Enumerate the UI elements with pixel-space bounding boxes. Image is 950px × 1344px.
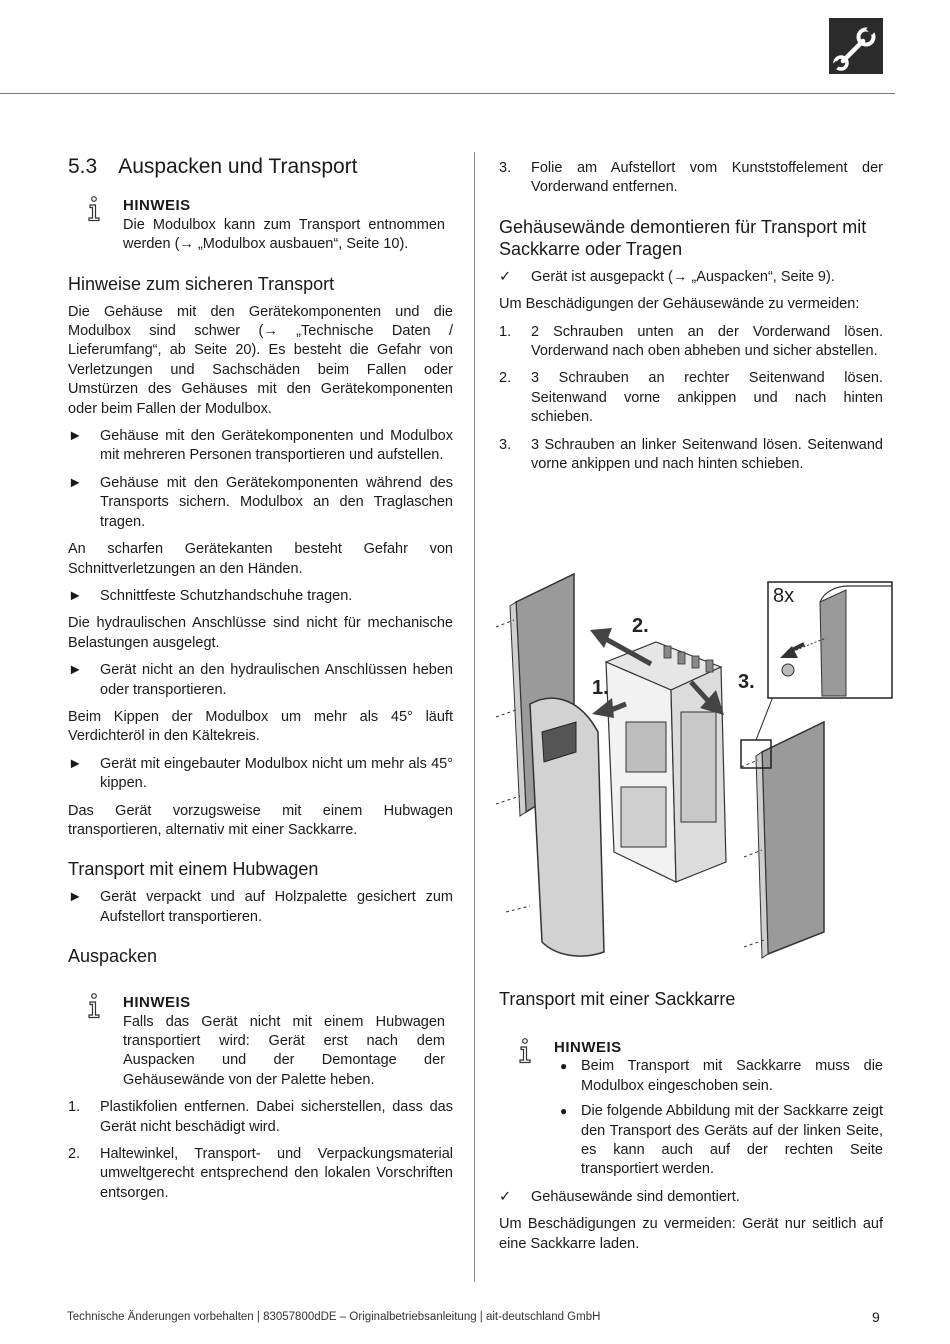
paragraph: Die hydraulischen Anschlüsse sind nicht für mechanische Belastungen ausgelegt. — [68, 615, 453, 651]
note-text: Falls das Gerät nicht mit einem Hubwagen transportiert wird: Gerät erst nach dem Auspacken und der Demontage der Gehäusewände von der Palette heben. — [123, 1013, 445, 1088]
modulbox — [621, 787, 666, 847]
bullet-item: ► Gehäuse mit den Gerätekomponenten und Modulbox mit mehreren Personen transportieren und aufstellen. — [68, 428, 453, 464]
label-step-1: 1. — [592, 677, 609, 699]
paragraph: Die Gehäuse mit den Gerätekomponenten und die Modulbox sind schwer (→ „Technische Daten / Lieferumfang“, ab Seite 20). Es besteht die Gefahr von Verletzungen und Sachschäden beim Fallen oder Umstürzen des Gehäuses mit den Gerätekomponenten oder beim Fallen der Modulbox. — [68, 303, 453, 417]
step-item: 3. Folie am Aufstellort vom Kunststoffelement der Vorderwand entfernen. — [499, 160, 883, 196]
label-8x: 8x — [773, 585, 795, 607]
dot-bullet-item: ● Die folgende Abbildung mit der Sackkarre zeigt den Transport des Geräts auf der linken Seite, es kann auch auf der rechten Seite transportiert werden. — [560, 1103, 883, 1178]
triangle-bullet-icon: ► — [68, 755, 83, 772]
paragraph: Um Beschädigungen zu vermeiden: Gerät nur seitlich auf eine Sackkarre laden. — [499, 1216, 883, 1252]
note-text: Die Modulbox kann zum Transport entnommen werden (→ „Modulbox ausbauen“, Seite 10). — [123, 216, 445, 253]
triangle-bullet-icon: ► — [68, 474, 83, 491]
right-column-top — [499, 159, 883, 474]
paragraph: An scharfen Gerätekanten besteht Gefahr von Schnittverletzungen an den Händen. — [68, 541, 453, 577]
check-icon: ✓ — [499, 1188, 512, 1205]
paragraph: Das Gerät vorzugsweise mit einem Hubwagen transportieren, alternativ mit einer Sackkarre. — [68, 802, 453, 838]
left-column — [68, 157, 453, 1203]
bullet-item: ► Schnittfeste Schutzhandschuhe tragen. — [68, 587, 453, 606]
triangle-bullet-icon: ► — [68, 889, 83, 906]
check-icon: ✓ — [499, 268, 512, 285]
info-icon — [86, 196, 102, 222]
info-icon — [517, 1038, 533, 1064]
subsection-title: Transport mit einem Hubwagen — [68, 859, 319, 880]
page-number: 9 — [872, 1309, 880, 1325]
dot-bullet-item: ● Beim Transport mit Sackkarre muss die Modulbox eingeschoben sein. — [560, 1058, 883, 1094]
note-title: HINWEIS — [123, 197, 191, 215]
subsection-title: Gehäusewände demontieren für Transport mit Sackkarre oder Tragen — [499, 216, 867, 259]
note-unpack — [68, 993, 445, 1090]
disassembly-illustration — [486, 572, 894, 974]
check-item: ✓ Gerät ist ausgepackt (→ „Auspacken“, Seite 9). — [499, 268, 883, 287]
unit-component — [681, 712, 716, 822]
step-item: 1. 2 Schrauben unten an der Vorderwand lösen. Vorderwand nach oben abheben und sicher abstellen. — [499, 323, 883, 360]
step-item: 2. Haltewinkel, Transport- und Verpackungsmaterial umweltgerecht entsprechend den lokalen Vorschriften entsorgen. — [68, 1146, 453, 1201]
step-item: 1. Plastikfolien entfernen. Dabei sicherstellen, dass das Gerät nicht beschädigt wird. — [68, 1099, 453, 1135]
step-item: 3. 3 Schrauben an linker Seitenwand lösen. Seitenwand vorne ankippen und nach hinten schieben. — [499, 436, 883, 473]
note-sackkarre — [499, 1038, 883, 1180]
triangle-bullet-icon: ► — [68, 428, 83, 445]
info-icon — [86, 993, 102, 1019]
section-title: 5.3 Auspacken und Transport — [68, 155, 358, 178]
note-modulbox — [68, 196, 445, 254]
triangle-bullet-icon: ► — [68, 662, 83, 679]
unit-component — [626, 722, 666, 772]
column-divider — [474, 152, 475, 1282]
triangle-bullet-icon: ► — [68, 587, 83, 604]
dot-bullet-icon: ● — [560, 1059, 568, 1074]
step-item: 2. 3 Schrauben an rechter Seitenwand lösen. Seitenwand vorne ankippen und nach hinten schieben. — [499, 370, 883, 426]
subsection-title: Auspacken — [68, 946, 158, 967]
dot-bullet-icon: ● — [560, 1104, 568, 1119]
label-step-3: 3. — [738, 671, 755, 693]
right-column-bottom — [499, 988, 883, 1254]
bullet-item: ► Gehäuse mit den Gerätekomponenten während des Transports sichern. Modulbox an den Traglaschen tragen. — [68, 474, 453, 530]
footer-text: Technische Änderungen vorbehalten | 83057800dDE – Originalbetriebsanleitung | ait-deutschland GmbH — [67, 1311, 601, 1323]
wrench-icon — [829, 18, 883, 74]
bullet-item: ► Gerät nicht an den hydraulischen Anschlüssen heben oder transportieren. — [68, 662, 453, 698]
label-step-2: 2. — [632, 615, 649, 637]
subsection-title: Transport mit einer Sackkarre — [499, 989, 736, 1009]
paragraph: Beim Kippen der Modulbox um mehr als 45° läuft Verdichteröl in den Kältekreis. — [68, 708, 453, 745]
note-title: HINWEIS — [554, 1039, 622, 1056]
header-rule — [0, 93, 895, 94]
note-title: HINWEIS — [123, 994, 191, 1012]
bullet-item: ► Gerät verpackt und auf Holzpalette gesichert zum Aufstellort transportieren. — [68, 889, 453, 925]
screw-icon — [782, 664, 794, 676]
paragraph: Um Beschädigungen der Gehäusewände zu vermeiden: — [499, 296, 860, 313]
bullet-item: ► Gerät mit eingebauter Modulbox nicht um mehr als 45° kippen. — [68, 755, 453, 792]
subsection-title: Hinweise zum sicheren Transport — [68, 273, 335, 294]
check-item: ✓ Gehäusewände sind demontiert. — [499, 1188, 883, 1207]
